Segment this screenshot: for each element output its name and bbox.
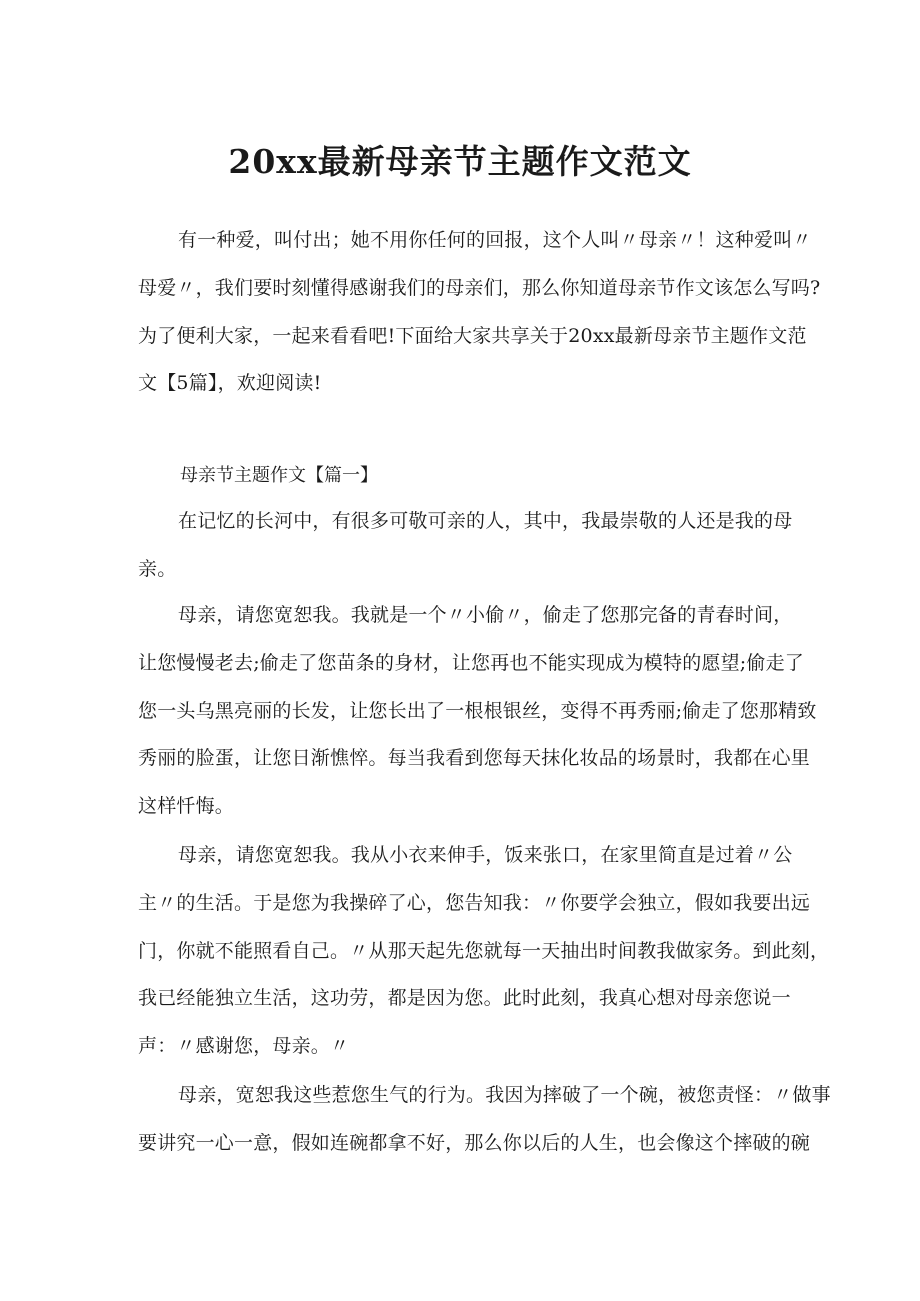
- paragraph-line: 母亲，请您宽恕我。我就是一个〃小偷〃，偷走了您那完备的青春时间，: [178, 604, 793, 626]
- paragraph-line: 母亲，宽恕我这些惹您生气的行为。我因为摔破了一个碗，被您责怪：〃做事: [178, 1084, 831, 1106]
- intro-line: 有一种爱，叫付出；她不用你任何的回报，这个人叫〃母亲〃！这种爱叫〃: [178, 229, 812, 251]
- section-heading: 母亲节主题作文【篇一】: [180, 465, 378, 486]
- paragraph-line: 您一头乌黑亮丽的长发，让您长出了一根根银丝，变得不再秀丽;偷走了您那精致: [138, 699, 817, 722]
- body-paragraph-2: [138, 592, 817, 831]
- paragraph-line: 要讲究一心一意，假如连碗都拿不好，那么你以后的人生，也会像这个摔破的碗: [138, 1131, 811, 1154]
- body-paragraph-1: [138, 498, 793, 594]
- paragraph-line: 秀丽的脸蛋，让您日渐憔悴。每当我看到您每天抹化妆品的场景时，我都在心里: [138, 747, 811, 770]
- body-paragraph-3: [138, 832, 830, 1071]
- document-title: 20xx最新母亲节主题作文范文: [228, 142, 692, 181]
- paragraph-line: 我已经能独立生活，这功劳，都是因为您。此时此刻，我真心想对母亲您说一: [138, 987, 791, 1010]
- intro-line: 为了便利大家，一起来看看吧!下面给大家共享关于20xx最新母亲节主题作文范: [138, 324, 807, 347]
- paragraph-line: 门，你就不能照看自己。〃从那天起先您就每一天抽出时间教我做家务。到此刻，: [138, 939, 830, 962]
- paragraph-line: 这样忏悔。: [138, 795, 235, 818]
- paragraph-line: 亲。: [138, 557, 177, 580]
- paragraph-line: 让您慢慢老去;偷走了您苗条的身材，让您再也不能实现成为模特的愿望;偷走了: [138, 651, 805, 674]
- paragraph-line: 母亲，请您宽恕我。我从小衣来伸手，饭来张口，在家里简直是过着〃公: [178, 844, 793, 866]
- intro-line: 母爱〃，我们要时刻懂得感谢我们的母亲们，那么你知道母亲节作文该怎么写吗?: [138, 276, 821, 299]
- body-paragraph-4: [138, 1072, 831, 1168]
- paragraph-line: 主〃的生活。于是您为我操碎了心，您告知我：〃你要学会独立，假如我要出远: [138, 891, 811, 914]
- intro-paragraph: [138, 217, 821, 408]
- intro-line: 文【5篇】，欢迎阅读!: [138, 372, 322, 395]
- paragraph-line: 声：〃感谢您，母亲。〃: [138, 1035, 350, 1058]
- paragraph-line: 在记忆的长河中，有很多可敬可亲的人，其中，我最崇敬的人还是我的母: [178, 510, 793, 532]
